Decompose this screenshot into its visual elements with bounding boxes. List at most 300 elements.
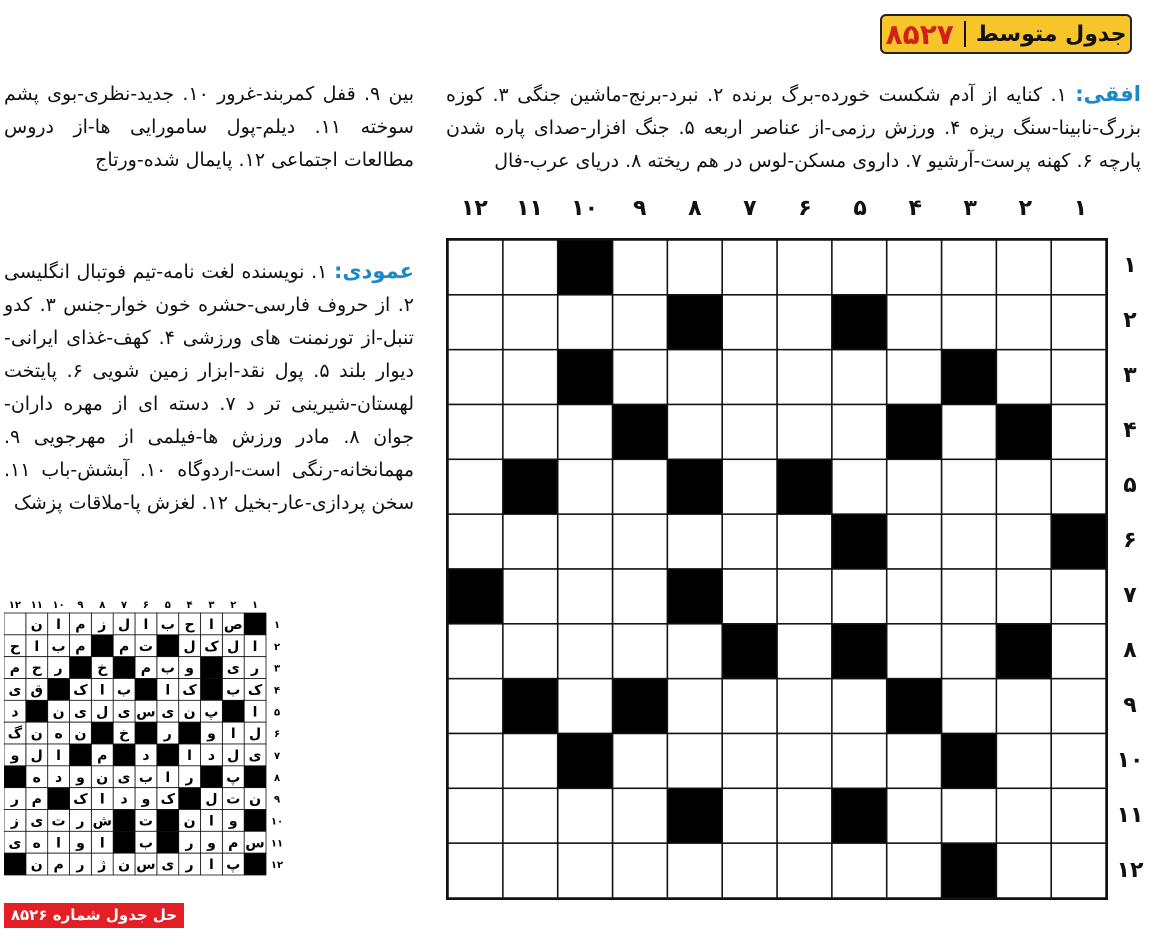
solution-letter: د (142, 747, 150, 764)
grid-cell[interactable] (1051, 295, 1106, 350)
grid-cell[interactable] (996, 788, 1051, 843)
solution-letter: ل (30, 747, 43, 764)
solution-letter: ر (76, 813, 85, 830)
solution-letter: ق (30, 682, 44, 699)
solution-letter: م (97, 747, 108, 764)
solution-letter: ا (252, 704, 258, 721)
solution-letter: ح (31, 660, 42, 677)
solution-cell-black (201, 679, 223, 701)
solution-column-number: ۱ (252, 600, 259, 611)
grid-cell[interactable] (722, 569, 777, 624)
solution-row-number: ۱۲ (270, 860, 284, 872)
grid-cell[interactable] (942, 624, 997, 679)
solution-row-number: ۲ (273, 641, 281, 653)
solution-letter: ت (51, 813, 66, 830)
grid-cell[interactable] (503, 843, 558, 898)
solution-row-number: ۹ (273, 794, 281, 806)
across-clues (446, 78, 1141, 184)
grid-cell-black (942, 734, 997, 789)
solution-letter: ی (226, 660, 240, 677)
solution-letter: و (185, 660, 194, 677)
grid-cell[interactable] (942, 569, 997, 624)
grid-cell[interactable] (777, 240, 832, 295)
grid-cell-black (613, 405, 668, 460)
grid-cell[interactable] (996, 679, 1051, 734)
solution-letter: ا (165, 769, 171, 786)
grid-cell[interactable] (558, 843, 613, 898)
grid-cell[interactable] (996, 569, 1051, 624)
grid-cell[interactable] (722, 679, 777, 734)
solution-cell-black (157, 744, 179, 766)
grid-cell[interactable] (503, 514, 558, 569)
grid-cell[interactable] (558, 569, 613, 624)
grid-cell[interactable] (722, 405, 777, 460)
grid-cell[interactable] (996, 843, 1051, 898)
row-number: ۹ (1123, 693, 1137, 718)
solution-letter: ل (118, 616, 131, 633)
grid-cell[interactable] (503, 350, 558, 405)
solution-row-number: ۱۱ (270, 838, 284, 850)
solution-letter: د (54, 769, 63, 786)
row-number: ۶ (1123, 528, 1137, 553)
grid-cell[interactable] (448, 240, 503, 295)
grid-cell[interactable] (722, 350, 777, 405)
grid-cell-black (503, 679, 558, 734)
column-number: ۱۱ (516, 196, 543, 221)
grid-cell[interactable] (942, 459, 997, 514)
solution-letter: ی (117, 769, 131, 786)
grid-cell[interactable] (722, 514, 777, 569)
grid-cell[interactable] (942, 405, 997, 460)
grid-row-numbers (1112, 238, 1148, 898)
grid-column-numbers (446, 196, 1108, 230)
grid-cell[interactable] (832, 734, 887, 789)
grid-cell[interactable] (777, 405, 832, 460)
grid-cell-black (722, 624, 777, 679)
grid-cell[interactable] (1051, 734, 1106, 789)
solution-letter: ن (118, 857, 131, 874)
solution-cell-black (135, 722, 157, 744)
solution-letter: ک (73, 791, 88, 808)
solution-letter: م (228, 835, 239, 852)
grid-cell[interactable] (613, 350, 668, 405)
solution-letter: و (207, 726, 216, 743)
grid-cell[interactable] (613, 788, 668, 843)
solution-letter: ا (252, 638, 258, 655)
grid-cell[interactable] (996, 734, 1051, 789)
grid-cell[interactable] (777, 734, 832, 789)
grid-cell[interactable] (887, 350, 942, 405)
grid-cell[interactable] (613, 240, 668, 295)
grid-cell[interactable] (448, 514, 503, 569)
solution-letter: ی (161, 704, 175, 721)
crossword-grid[interactable] (446, 238, 1108, 900)
solution-letter: ژ (98, 857, 107, 874)
grid-cell[interactable] (613, 734, 668, 789)
grid-cell[interactable] (942, 240, 997, 295)
down-clues-text: ۱. نویسنده لغت نامه-تیم فوتبال انگلیسی ۲. از حروف فارسی-حشره خون خوار-جنس ۳. کدو تنبل-از تورنمنت های ورزشی ۴. کهف-غذای ایرانی-دیوار بلند ۵. پول نقد-ابزار زمین شویی ۶. پایتخت لهستان-شیرینی تر د ۷. دسته ای از مهره داران-جوان ۸. مادر ورزش ها-فیلمی از مهرجویی ۹. مهمانخانه-رنگی است-اردوگاه ۱۰. آبشش-باب ۱۱. سخن پردازی-عار-بخیل ۱۲. لغزش پا-ملاقات پزشک (4, 261, 414, 514)
solution-letter: گ (7, 726, 23, 743)
solution-cell-black (157, 635, 179, 657)
solution-row-number: ۱ (273, 619, 281, 631)
solution-letter: ح (9, 638, 20, 655)
solution-cell-black (113, 744, 135, 766)
solution-letter: ب (138, 835, 153, 852)
solution-letter: و (141, 791, 151, 808)
solution-cell-black (244, 613, 266, 635)
grid-cell[interactable] (448, 843, 503, 898)
grid-cell[interactable] (667, 679, 722, 734)
solution-letter: ن (183, 813, 196, 830)
grid-cell[interactable] (777, 569, 832, 624)
solution-cell-black (222, 700, 244, 722)
grid-cell[interactable] (1051, 624, 1106, 679)
solution-letter: ا (34, 638, 40, 655)
row-number: ۳ (1123, 363, 1137, 388)
grid-cell[interactable] (667, 734, 722, 789)
grid-cell[interactable] (777, 843, 832, 898)
grid-cell[interactable] (503, 788, 558, 843)
solution-column-number: ۶ (142, 600, 149, 611)
grid-cell[interactable] (613, 514, 668, 569)
grid-cell[interactable] (613, 843, 668, 898)
puzzle-title-badge (880, 14, 1132, 54)
grid-cell-black (832, 295, 887, 350)
grid-cell[interactable] (832, 405, 887, 460)
grid-cell[interactable] (503, 405, 558, 460)
grid-cell[interactable] (613, 459, 668, 514)
grid-cell-black (832, 788, 887, 843)
solution-letter: م (53, 857, 64, 874)
solution-letter: ا (143, 616, 149, 633)
grid-cell[interactable] (722, 295, 777, 350)
solution-column-number: ۴ (186, 600, 193, 611)
column-number: ۱۲ (460, 196, 488, 221)
grid-cell-black (448, 569, 503, 624)
solution-cell-black (244, 810, 266, 832)
grid-cell[interactable] (448, 459, 503, 514)
grid-cell[interactable] (996, 295, 1051, 350)
grid-cell[interactable] (887, 459, 942, 514)
grid-cell[interactable] (942, 679, 997, 734)
solution-letter: ل (183, 638, 196, 655)
solution-letter: م (75, 616, 86, 633)
solution-letter: و (76, 769, 85, 786)
solution-letter: ا (230, 726, 236, 743)
solution-letter: م (140, 660, 152, 677)
solution-letter: ر (163, 726, 172, 743)
solution-cell-black (91, 635, 113, 657)
solution-letter: ی (248, 747, 262, 764)
grid-cell[interactable] (777, 679, 832, 734)
row-number: ۱۱ (1116, 803, 1144, 828)
grid-cell-black (942, 843, 997, 898)
grid-cell[interactable] (887, 843, 942, 898)
puzzle-title: جدول متوسط (975, 21, 1127, 47)
solution-cell-black (179, 722, 201, 744)
grid-cell[interactable] (777, 624, 832, 679)
solution-letter: ب (51, 638, 66, 655)
row-number: ۸ (1123, 638, 1137, 663)
across-clues-continued (4, 78, 414, 184)
grid-cell[interactable] (832, 569, 887, 624)
grid-cell[interactable] (558, 514, 613, 569)
solution-letter: ش (92, 813, 112, 830)
grid-cell[interactable] (1051, 569, 1106, 624)
solution-row-number: ۱۰ (270, 816, 284, 828)
grid-cell[interactable] (667, 514, 722, 569)
solution-letter: س (245, 835, 265, 852)
solution-letter: پ (226, 857, 241, 874)
solution-letter: ا (56, 747, 61, 764)
column-number: ۸ (688, 196, 702, 221)
solution-letter: د (11, 704, 19, 721)
puzzle-number: ۸۵۲۷ (885, 17, 954, 51)
grid-cell[interactable] (558, 624, 613, 679)
row-number: ۷ (1123, 583, 1137, 608)
solution-letter: م (118, 638, 130, 655)
solution-letter: خ (97, 660, 108, 677)
grid-cell[interactable] (613, 624, 668, 679)
solution-column-number: ۲ (230, 600, 237, 611)
grid-cell-black (558, 350, 613, 405)
solution-letter: ا (209, 616, 214, 633)
grid-cell[interactable] (1051, 459, 1106, 514)
column-number: ۳ (963, 196, 977, 221)
grid-cell[interactable] (832, 843, 887, 898)
solution-cell-black (201, 766, 223, 788)
row-number: ۵ (1123, 473, 1137, 498)
solution-letter: پ (204, 704, 219, 721)
solution-letter: س (136, 704, 156, 721)
column-number: ۴ (908, 196, 922, 221)
solution-cell-black (70, 744, 92, 766)
solution-letter: و (228, 813, 238, 830)
grid-cell[interactable] (996, 459, 1051, 514)
grid-cell[interactable] (613, 295, 668, 350)
grid-cell[interactable] (503, 295, 558, 350)
grid-cell[interactable] (777, 350, 832, 405)
grid-cell[interactable] (832, 350, 887, 405)
solution-letter: ه (32, 835, 41, 852)
grid-cell[interactable] (722, 788, 777, 843)
grid-cell[interactable] (503, 624, 558, 679)
solution-letter: ز (98, 616, 107, 633)
row-number: ۱۲ (1116, 858, 1144, 883)
solution-letter: و (76, 835, 85, 852)
column-number: ۱۰ (571, 196, 599, 221)
solution-letter: س (136, 857, 156, 874)
solution-cell (4, 613, 26, 635)
grid-cell[interactable] (558, 679, 613, 734)
grid-cell[interactable] (1051, 843, 1106, 898)
solution-cell-black (201, 657, 223, 679)
grid-cell[interactable] (448, 624, 503, 679)
solution-letter: ر (251, 660, 260, 677)
solution-row-number: ۶ (273, 729, 281, 741)
grid-cell[interactable] (942, 295, 997, 350)
solution-column-number: ۹ (77, 600, 84, 611)
grid-cell[interactable] (448, 679, 503, 734)
grid-cell[interactable] (722, 734, 777, 789)
solution-column-number: ۱۲ (8, 600, 22, 611)
solution-letter: ل (227, 747, 240, 764)
solution-letter: ر (76, 857, 85, 874)
solution-letter: ر (185, 769, 194, 786)
solution-cell-black (48, 679, 70, 701)
grid-cell[interactable] (667, 405, 722, 460)
grid-cell-black (558, 734, 613, 789)
solution-letter: ی (8, 682, 22, 699)
solution-column-number: ۸ (99, 600, 106, 611)
solution-letter: ن (30, 857, 43, 874)
solution-letter: ن (74, 726, 87, 743)
row-number: ۴ (1123, 418, 1137, 443)
grid-cell-black (996, 624, 1051, 679)
solution-letter: ر (185, 835, 194, 852)
solution-column-number: ۳ (208, 600, 215, 611)
solution-letter: ک (73, 682, 88, 699)
grid-cell-black (996, 405, 1051, 460)
grid-cell[interactable] (887, 295, 942, 350)
grid-cell[interactable] (722, 843, 777, 898)
solution-column-number: ۵ (164, 600, 171, 611)
grid-cell[interactable] (558, 788, 613, 843)
grid-cell[interactable] (722, 459, 777, 514)
solution-letter: ب (226, 682, 241, 699)
across-heading: افقی: (1075, 82, 1141, 106)
grid-cell[interactable] (832, 679, 887, 734)
solution-letter: ز (10, 813, 19, 830)
grid-cell[interactable] (996, 514, 1051, 569)
solution-letter: ل (96, 704, 109, 721)
down-clues (4, 255, 414, 545)
row-number: ۱ (1123, 253, 1137, 278)
grid-cell[interactable] (503, 569, 558, 624)
grid-cell[interactable] (942, 514, 997, 569)
grid-cell[interactable] (667, 843, 722, 898)
across-clues-text: ۱. کنایه از آدم شکست خورده-برگ برنده ۲. نبرد-برنج-ماشین جنگی ۳. کوزه بزرگ-نابینا-سنگ ریزه ۴. ورزش رزمی-از عناصر اربعه ۵. جنگ افزار-صدای پاره شدن پارچه ۶. کهنه پرست-آرشیو ۷. داروی مسکن-لوس در هم ریخته ۸. دریای عرب-فال (446, 84, 1141, 172)
solution-cell-black (70, 657, 92, 679)
solution-letter: ی (117, 704, 131, 721)
grid-cell-black (667, 459, 722, 514)
grid-cell[interactable] (996, 240, 1051, 295)
grid-cell[interactable] (667, 350, 722, 405)
solution-letter: و (10, 747, 20, 764)
solution-row-number: ۵ (273, 707, 281, 719)
solution-letter: ص (223, 616, 243, 633)
solution-cell-black (244, 766, 266, 788)
grid-cell[interactable] (722, 240, 777, 295)
grid-cell[interactable] (448, 405, 503, 460)
column-number: ۲ (1018, 196, 1033, 221)
solution-letter: پ (226, 769, 241, 786)
solution-cell-black (48, 788, 70, 810)
grid-cell[interactable] (1051, 788, 1106, 843)
solution-letter: ه (32, 769, 41, 786)
solution-letter: ن (96, 769, 109, 786)
grid-cell[interactable] (777, 295, 832, 350)
solution-row-number: ۸ (273, 772, 281, 784)
solution-letter: ا (209, 813, 214, 830)
solution-label: حل جدول شماره ۸۵۲۶ (4, 903, 184, 928)
grid-cell[interactable] (558, 459, 613, 514)
grid-cell[interactable] (832, 459, 887, 514)
grid-cell[interactable] (887, 788, 942, 843)
grid-cell[interactable] (1051, 405, 1106, 460)
solution-cell-black (113, 810, 135, 832)
solution-cell-black (244, 853, 266, 875)
solution-letter: ا (165, 682, 171, 699)
grid-cell[interactable] (448, 734, 503, 789)
grid-cell[interactable] (503, 734, 558, 789)
solution-letter: ب (160, 660, 175, 677)
grid-cell[interactable] (887, 514, 942, 569)
grid-cell[interactable] (558, 405, 613, 460)
grid-cell-black (887, 679, 942, 734)
solution-letter: ی (30, 813, 44, 830)
grid-cell[interactable] (1051, 240, 1106, 295)
grid-cell[interactable] (558, 295, 613, 350)
solution-letter: ا (99, 682, 105, 699)
row-number: ۱۰ (1116, 748, 1144, 773)
solution-cell-black (4, 853, 26, 875)
grid-cell[interactable] (503, 240, 558, 295)
grid-cell[interactable] (942, 788, 997, 843)
row-number: ۲ (1123, 308, 1137, 333)
solution-letter: م (31, 791, 42, 808)
solution-letter: ل (249, 726, 262, 743)
across-clues-text-continued: بین ۹. قفل کمربند-غرور ۱۰. جدید-نظری-بوی پشم سوخته ۱۱. دیلم-پول سامورایی ها-از دروس مطالعات اجتماعی ۱۲. پایمال شده-ورتاج (4, 83, 415, 171)
grid-cell[interactable] (832, 240, 887, 295)
solution-column-number: ۷ (121, 600, 128, 611)
grid-cell[interactable] (448, 788, 503, 843)
grid-cell[interactable] (777, 514, 832, 569)
grid-cell-black (832, 624, 887, 679)
solution-letter: ک (204, 638, 219, 655)
solution-letter: ت (226, 791, 241, 808)
grid-cell-black (832, 514, 887, 569)
grid-cell-black (942, 350, 997, 405)
solution-row-number: ۴ (273, 685, 281, 697)
grid-cell-black (887, 405, 942, 460)
grid-cell-black (667, 295, 722, 350)
solution-letter: ن (52, 704, 65, 721)
solution-letter: ت (138, 813, 153, 830)
grid-cell[interactable] (667, 240, 722, 295)
solution-letter: ب (117, 682, 132, 699)
grid-cell[interactable] (613, 569, 668, 624)
grid-cell[interactable] (1051, 350, 1106, 405)
grid-cell[interactable] (1051, 679, 1106, 734)
solution-letter: ت (138, 638, 153, 655)
grid-cell-black (667, 569, 722, 624)
grid-cell[interactable] (777, 788, 832, 843)
solution-letter: ر (185, 857, 194, 874)
solution-cell-black (113, 831, 135, 853)
solution-letter: ب (160, 616, 175, 633)
grid-cell[interactable] (887, 624, 942, 679)
solution-letter: ک (160, 791, 175, 808)
grid-cell[interactable] (887, 569, 942, 624)
grid-cell[interactable] (887, 240, 942, 295)
grid-cell[interactable] (996, 350, 1051, 405)
grid-cell[interactable] (887, 734, 942, 789)
grid-cell[interactable] (667, 624, 722, 679)
solution-cell-black (4, 766, 26, 788)
grid-cell[interactable] (448, 295, 503, 350)
grid-cell[interactable] (448, 350, 503, 405)
